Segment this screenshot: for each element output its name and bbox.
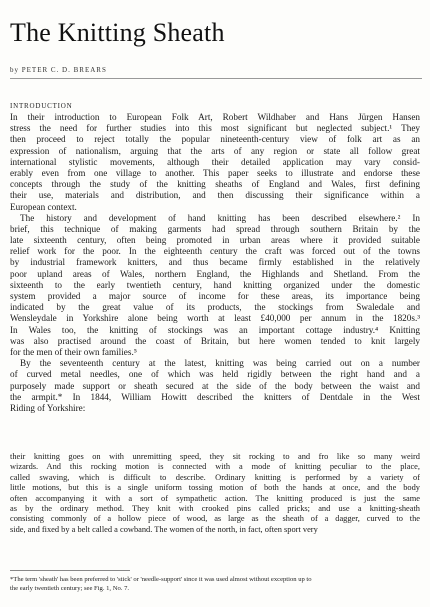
article-title: The Knitting Sheath [10, 18, 225, 47]
body-text-line: purposely made support or sheath secured at the side of the body between the waist and [10, 380, 420, 391]
body-text-line: then proceed to reject totally the popular nineteenth-century view of folk art as an [10, 134, 420, 145]
author-byline: by PETER C. D. BREARS [10, 66, 107, 74]
quote-text-line: consisting commonly of a hollow piece of wood, as large as the sheath of a dagger, curved to the [10, 514, 420, 524]
body-text-line: In their introduction to European Folk Art, Robert Wildhaber and Hans Jürgen Hansen [10, 112, 420, 122]
title-divider [10, 78, 422, 79]
body-text-line: stress the need for further studies into this most significant but neglected subject.¹ They [10, 123, 420, 134]
block-quotation [10, 452, 420, 535]
body-text-line: their use, materials and distribution, and then discussing their significance within a [10, 190, 420, 201]
body-text-line: by industrial framework knitters, and thus became firmly established in the relatively [10, 257, 420, 268]
body-text-line: system provided a major source of income for these areas, its importance being [10, 291, 420, 301]
quote-text-line: side, and fixed by a belt called a cowband. The women of the north, in fact, often sport very [10, 524, 318, 534]
body-text-line: late sixteenth century, often being promoted in urban areas where it provided suitable [10, 235, 420, 246]
body-text-line: expression of nationalism, arguing that the arts of any region or state all follow great [10, 145, 420, 156]
quote-text-line: often accompanying it with a sort of sympathetic action. The knitting produced is just the same [10, 493, 420, 503]
body-text-line: The history and development of hand knitting has been described elsewhere.² In [20, 212, 420, 223]
footnote-line: the early twentieth century; see Fig. 1, No. 7. [10, 585, 130, 592]
body-text-line: relief work for the poor. In the eighteenth century the craft was forced out of the towns [10, 246, 420, 257]
footnote-line: *The term 'sheath' has been preferred to 'stick' or 'needle-support' since it was used almost without exception up to [10, 576, 312, 583]
footnote-divider [10, 570, 130, 571]
body-text-line: Wensleydale in Yorkshire alone being worth at least £40,000 per annum in the 1820s.³ [10, 313, 420, 324]
body-text-line: for the men of their own families.⁵ [10, 346, 137, 357]
quote-text-line: as by the ordinary method. They knit with crooked pins called pricks; and use a knitting-sheath [10, 503, 420, 513]
quote-text-line: their knitting goes on with unremitting speed, they sit rocking to and fro like so many weird [10, 452, 420, 461]
body-text-line: sixteenth to the early twentieth century, hand knitting organized under the domestic [10, 279, 420, 290]
article-body [10, 112, 420, 414]
section-heading: INTRODUCTION [10, 102, 73, 110]
footnote [10, 575, 420, 593]
body-text-line: poor upland areas of Wales, northern England, the Highlands and Shetland. From the [10, 268, 420, 279]
body-text-line: indicated by the great value of its products, the stockings from Swaledale and [10, 302, 420, 313]
body-text-line: of curved metal needles, one of which was held rigidly between the right hand and a [10, 369, 420, 380]
body-text-line: erably even from one village to another. This paper seeks to illustrate and endorse these [10, 167, 420, 178]
body-text-line: international stylistic movements, although their detailed application may vary consid- [10, 156, 420, 167]
body-text-line: the armpit.* In 1844, William Howitt described the knitters of Dentdale in the West [10, 391, 420, 402]
body-text-line: In Wales too, the knitting of stockings was an important cottage industry.⁴ Knitting [10, 324, 420, 335]
body-text-line: European context. [10, 201, 77, 212]
body-text-line: By the seventeenth century at the latest, knitting was being carried out on a number [20, 358, 420, 369]
quote-text-line: little motions, but this is a single uniform tossing motion of both the hands at once, and the body [10, 483, 420, 493]
quote-text-line: called swaving, which is difficult to describe. Ordinary knitting is performed by a variety of [10, 472, 420, 482]
quote-text-line: wizards. And this rocking motion is connected with a mode of knitting peculiar to the place, [10, 462, 420, 472]
body-text-line: brief, this technique of making garments had spread through southern Britain by the [10, 223, 420, 234]
body-text-line: Riding of Yorkshire: [10, 402, 86, 413]
body-text-line: was also practised around the coast of Britain, but here women tended to knit largely [10, 335, 420, 346]
body-text-line: concepts through the study of the knitting sheaths of England and Wales, first defining [10, 179, 420, 190]
